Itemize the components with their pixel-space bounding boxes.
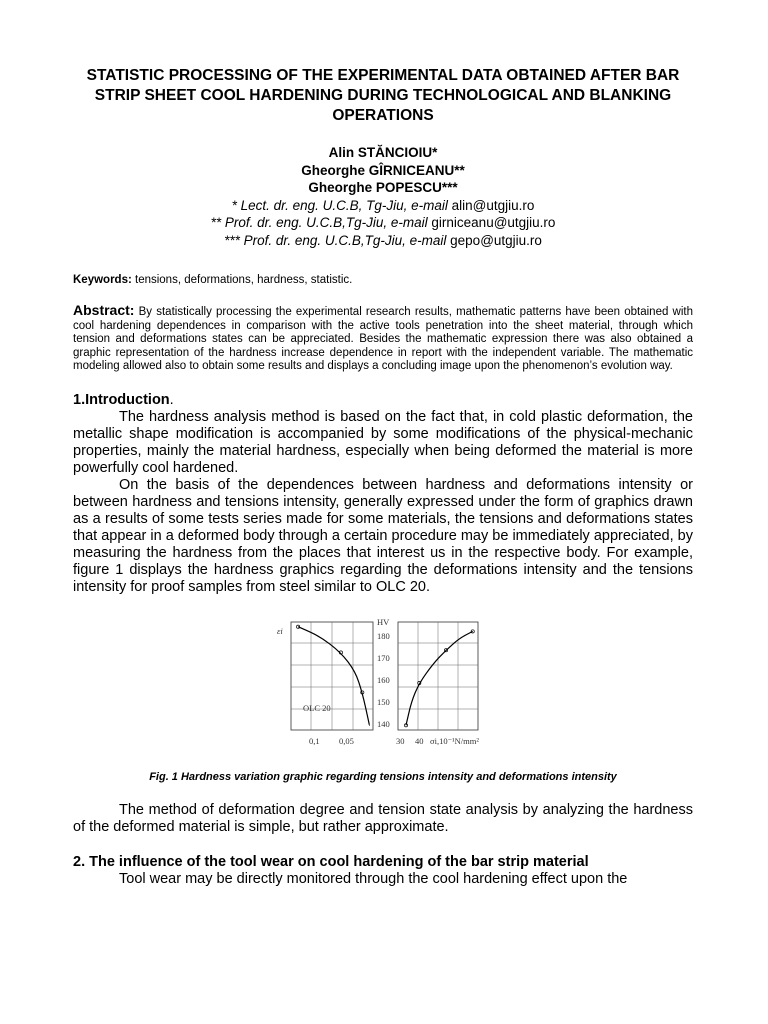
sigma-axis-label: σi,10⁻¹N/mm² [430, 735, 479, 746]
hv-tick-label: 160 [377, 674, 390, 685]
author-block [73, 144, 693, 249]
email-link[interactable]: girniceanu@utgjiu.ro [431, 215, 556, 230]
figure-caption: Fig. 1 Hardness variation graphic regarding tensions intensity and deformations intensity [149, 770, 617, 783]
keywords [73, 273, 693, 287]
eps-axis-label: εi [277, 625, 283, 636]
sigma-tick-label: 40 [415, 735, 424, 746]
abstract [73, 304, 693, 374]
paragraph: The hardness analysis method is based on the fact that, in cold plastic deformation, the metallic shape modification is accompanied by some modifications of the physical-mechanic properties, mainly the material hardness, especially when being deformed the material is more powerfully cool hardened. [73, 408, 693, 476]
section-heading-introduction [73, 392, 693, 409]
affiliation [73, 232, 693, 250]
hv-tick-label: 150 [377, 696, 390, 707]
paper-title: STATISTIC PROCESSING OF THE EXPERIMENTAL DATA OBTAINED AFTER BAR STRIP SHEET COOL HARDENING DURING TECHNOLOGICAL AND BLANKING OPERATIONS [86, 67, 680, 124]
figure-1 [73, 612, 693, 762]
hv-tick-label: 180 [377, 630, 390, 641]
left-data-points [297, 625, 364, 694]
eps-tick-label: 0,05 [339, 735, 354, 746]
affiliation-text: * Lect. dr. eng. U.C.B, Tg-Jiu, e-mail [231, 197, 448, 213]
section-heading-text: 1.Introduction [73, 391, 170, 408]
hv-axis-label: HV [377, 616, 390, 627]
hardness-chart [273, 612, 503, 762]
series-line-tension [406, 631, 473, 725]
author-name: Alin STĂNCIOIU* [328, 145, 438, 160]
hv-tick-label: 170 [377, 652, 390, 663]
section-heading-tool-wear: 2. The influence of the tool wear on cool hardening of the bar strip material [73, 853, 589, 870]
hv-tick-label: 140 [377, 718, 390, 729]
eps-tick-label: 0,1 [309, 735, 320, 746]
paragraph: The method of deformation degree and tension state analysis by analyzing the hardness of the deformed material is simple, but rather approximate. [73, 801, 693, 835]
paragraph: On the basis of the dependences between hardness and deformations intensity or between hardness and tensions intensity, generally expressed under the form of graphics drawn as a results of some tests series made for some materials, the tensions and deformations states that appear in a deformed body through a certain procedure may be immediately appreciated, by measuring the hardness from the places that interest us in the respective body. For example, figure 1 displays the hardness graphics regarding the deformations intensity and the tensions intensity for proof samples from steel similar to OLC 20. [73, 476, 693, 595]
email-link[interactable]: gepo@utgjiu.ro [450, 232, 542, 248]
left-grid [291, 622, 373, 730]
affiliation-text: *** Prof. dr. eng. U.C.B,Tg-Jiu, e-mail [224, 232, 447, 248]
author-name: Gheorghe POPESCU*** [308, 180, 458, 195]
right-data-points [404, 630, 474, 727]
sigma-tick-label: 30 [396, 735, 405, 746]
email-link[interactable]: alin@utgjiu.ro [451, 197, 535, 213]
abstract-text: By statistically processing the experimental research results, mathematic patterns have been obtained with cool hardening dependences in comparison with the active tools penetration into the sheet material, through which tension and deformations states can be appreciated. Besides the mathematic expression there was also obtained a graphic representation of the hardness increase dependence in report with the independent variable. The mathematic modeling allowed also to obtain some results and displays a concluding image upon the phenomenon’s evolution way. [73, 306, 693, 373]
material-label: OLC 20 [303, 702, 331, 713]
heading-dot: . [169, 391, 174, 408]
keywords-text: tensions, deformations, hardness, statistic. [135, 274, 353, 286]
affiliation [73, 197, 693, 215]
author-name: Gheorghe GÎRNICEANU** [301, 162, 465, 178]
abstract-label: Abstract: [73, 302, 135, 318]
affiliation [73, 214, 693, 232]
affiliation-text: ** Prof. dr. eng. U.C.B,Tg-Jiu, e-mail [210, 215, 428, 230]
paper-page [73, 66, 693, 888]
paragraph: Tool wear may be directly monitored through the cool hardening effect upon the [119, 870, 628, 887]
right-grid [398, 622, 478, 730]
keywords-label: Keywords: [73, 274, 132, 286]
